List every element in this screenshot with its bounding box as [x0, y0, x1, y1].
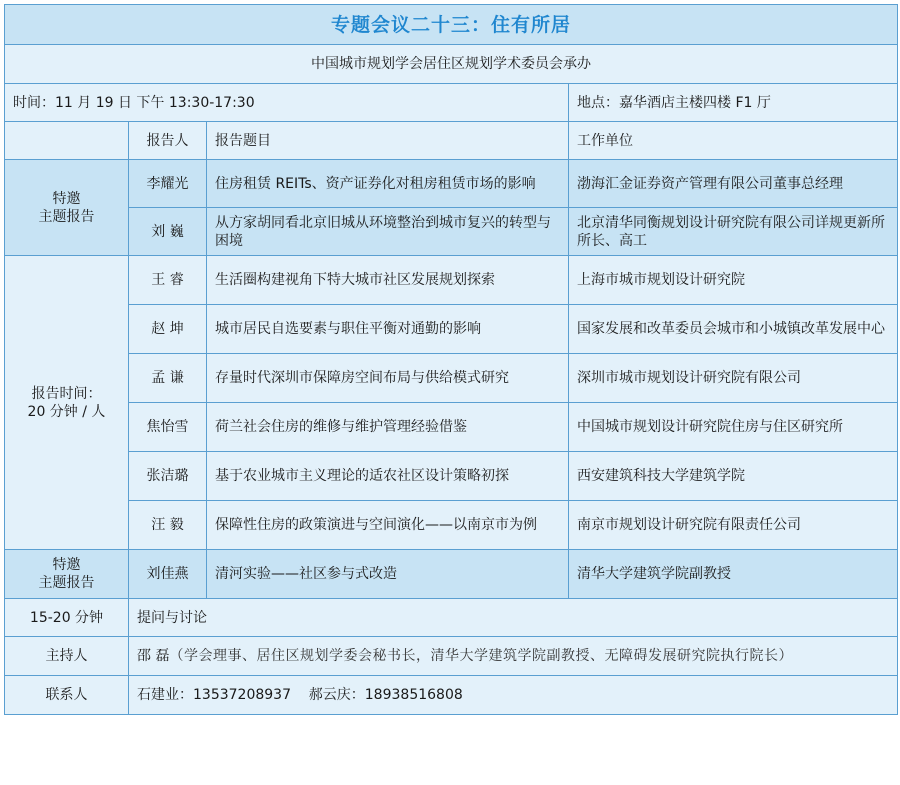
group-label-text: 报告时间： 20 分钟 / 人 — [27, 385, 106, 420]
speaker-name: 赵 坤 — [129, 305, 207, 354]
table-row — [5, 305, 898, 354]
speaker-name: 刘佳燕 — [129, 550, 207, 599]
contact-value: 石建业：13537208937 郝云庆：18938516808 — [129, 676, 898, 715]
session-time: 时间：11 月 19 日 下午 13:30-17:30 — [5, 84, 569, 122]
header-row — [5, 122, 898, 160]
report-topic: 存量时代深圳市保障房空间布局与供给模式研究 — [207, 354, 569, 403]
report-topic: 保障性住房的政策演进与空间演化——以南京市为例 — [207, 501, 569, 550]
table-row — [5, 403, 898, 452]
moderator-name: 邵 磊 — [137, 648, 170, 664]
speaker-name: 张洁璐 — [129, 452, 207, 501]
speaker-name: 焦怡雪 — [129, 403, 207, 452]
speaker-affiliation: 清华大学建筑学院副教授 — [569, 550, 898, 599]
speaker-affiliation: 深圳市城市规划设计研究院有限公司 — [569, 354, 898, 403]
moderator-detail: （学会理事、居住区规划学委会秘书长，清华大学建筑学院副教授、无障碍发展研究院执行院长） — [169, 648, 793, 664]
speaker-affiliation: 西安建筑科技大学建筑学院 — [569, 452, 898, 501]
speaker-affiliation: 上海市城市规划设计研究院 — [569, 256, 898, 305]
report-topic: 基于农业城市主义理论的适农社区设计策略初探 — [207, 452, 569, 501]
table-row — [5, 256, 898, 305]
report-topic: 清河实验——社区参与式改造 — [207, 550, 569, 599]
speaker-name: 刘 巍 — [129, 208, 207, 256]
speaker-affiliation: 南京市规划设计研究院有限责任公司 — [569, 501, 898, 550]
report-topic: 荷兰社会住房的维修与维护管理经验借鉴 — [207, 403, 569, 452]
header-blank — [5, 122, 129, 160]
table-row — [5, 501, 898, 550]
qa-label: 提问与讨论 — [129, 599, 898, 637]
report-topic: 城市居民自选要素与职住平衡对通勤的影响 — [207, 305, 569, 354]
moderator-cell — [129, 637, 898, 676]
table-row — [5, 550, 898, 599]
speaker-name: 王 睿 — [129, 256, 207, 305]
table-row — [5, 160, 898, 208]
group-label-regular — [5, 256, 129, 550]
report-topic: 住房租赁 REITs、资产证券化对租房租赁市场的影响 — [207, 160, 569, 208]
title-row — [5, 5, 898, 45]
session-title: 专题会议二十三：住有所居 — [5, 5, 898, 45]
speaker-affiliation: 中国城市规划设计研究院住房与住区研究所 — [569, 403, 898, 452]
speaker-affiliation: 渤海汇金证券资产管理有限公司董事总经理 — [569, 160, 898, 208]
header-affiliation: 工作单位 — [569, 122, 898, 160]
header-topic: 报告题目 — [207, 122, 569, 160]
moderator-label: 主持人 — [5, 637, 129, 676]
speaker-name: 李耀光 — [129, 160, 207, 208]
group-label-special-2 — [5, 550, 129, 599]
qa-duration: 15-20 分钟 — [5, 599, 129, 637]
group-label-special — [5, 160, 129, 256]
organizer-text: 中国城市规划学会居住区规划学术委员会承办 — [5, 45, 898, 84]
group-label-text: 特邀 主题报告 — [38, 557, 95, 591]
contact-label: 联系人 — [5, 676, 129, 715]
session-location: 地点：嘉华酒店主楼四楼 F1 厅 — [569, 84, 898, 122]
report-topic: 生活圈构建视角下特大城市社区发展规划探索 — [207, 256, 569, 305]
speaker-affiliation: 北京清华同衡规划设计研究院有限公司详规更新所所长、高工 — [569, 208, 898, 256]
speaker-name: 汪 毅 — [129, 501, 207, 550]
table-row — [5, 208, 898, 256]
organizer-row — [5, 45, 898, 84]
header-speaker: 报告人 — [129, 122, 207, 160]
table-row — [5, 354, 898, 403]
session-schedule-table — [4, 4, 898, 715]
qa-row — [5, 599, 898, 637]
contact-row — [5, 676, 898, 715]
report-topic: 从方家胡同看北京旧城从环境整治到城市复兴的转型与困境 — [207, 208, 569, 256]
group-label-text: 特邀 主题报告 — [38, 190, 95, 225]
time-location-row — [5, 84, 898, 122]
speaker-name: 孟 谦 — [129, 354, 207, 403]
table-row — [5, 452, 898, 501]
moderator-row — [5, 637, 898, 676]
speaker-affiliation: 国家发展和改革委员会城市和小城镇改革发展中心 — [569, 305, 898, 354]
